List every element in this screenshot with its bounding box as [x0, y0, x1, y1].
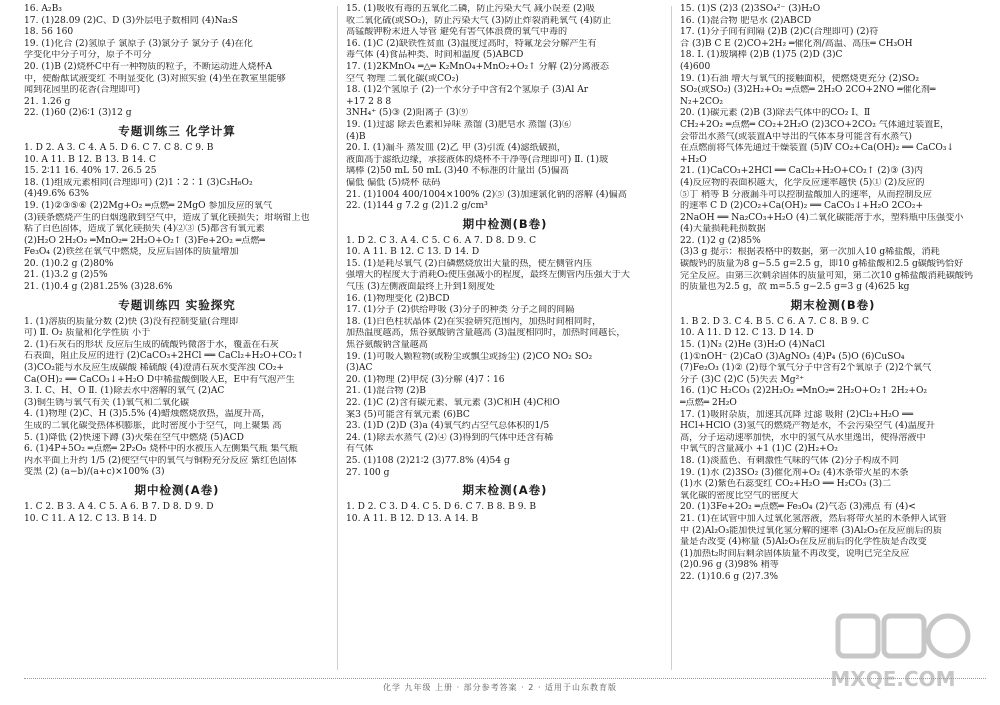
answer-line: 可) Ⅱ. O₂ 质量和化学性质 小于 — [24, 328, 151, 339]
answer-line: 17. (1)2KMnO₄ ═△═ K₂MnO₄+MnO₂+O₂↑ 分解 (2)分离液态 — [346, 61, 609, 72]
answer-line: ⑤丁 稍等 B 分液漏斗可以控制盐酸加入的速率，从而控制反应 — [680, 189, 932, 200]
answer-stamp-icon — [884, 616, 924, 656]
answer-line: 合 (3)B C E (2)CO+2H₂ ═催化剂/高温、高压═ CH₃OH — [680, 38, 913, 49]
answer-line: 粘了白色固体，造成了氧化镁损失 (4)②③ (5)都含有氧元素 — [24, 224, 265, 235]
answer-line: (1)加热t₂时间后剩余固体质量不再改变，说明已完全反应 — [680, 548, 910, 559]
answer-line: 22. (1)2 g (2)85% — [680, 235, 761, 246]
answer-line: (1)①nOH⁻ (2)CaO (3)AgNO₃ (4)P₄ (5)O (6)CuSO₄ — [680, 351, 905, 362]
answer-line: 20. (1)物理 (2)甲烷 (3)分解 (4)7∶16 — [346, 374, 505, 385]
answer-column-2 — [346, 4, 664, 525]
answer-line: 21. 1.26 g — [24, 96, 71, 107]
answer-line: HCl+HClO (3)氢气的燃烧产物是水，不会污染空气 (4)温度升 — [680, 421, 935, 432]
answer-line: 1. C 2. B 3. A 4. C 5. A 6. B 7. D 8. D 9. D — [24, 501, 214, 512]
answer-line: 量是否改变 (4)称量 (5)Al₂O₃在反应前后的化学性质是否改变 — [680, 537, 927, 548]
answer-line: 3. Ⅰ. C、H、O Ⅱ. (1)除去水中溶解的氧气 (2)AC — [24, 386, 225, 397]
answer-line: 会带出水蒸气(或装置A中导出的气体本身可能含有水蒸气) — [680, 131, 912, 142]
answer-line: 1. B 2. D 3. C 4. B 5. C 6. A 7. C 8. B 9. C — [680, 316, 869, 327]
answer-line: +17 2 8 8 — [346, 96, 392, 107]
answer-line: 23. (1)D (2)D (3)a (4)氧气约占空气总体积的1/5 — [346, 421, 550, 432]
answer-line: 10. A 11. B 12. C 13. D 14. D — [346, 247, 480, 258]
answer-line: 18. (1)组成元素相同(合理即可) (2)1∶2∶1 (3)C₃H₆O₂ — [24, 177, 253, 188]
answer-line: 中，使酚酞试液变红 不明显变化 (3)对照实验 (4)坐在教室里能够 — [24, 73, 286, 84]
answer-line: 气压 (3)左侧液面最终上升到1刻度处 — [346, 282, 495, 293]
section-heading: 专题训练四 实验探究 — [118, 297, 236, 312]
answer-line: 6. (1)4P+5O₂ ═点燃═ 2P₂O₅ 烧杯中的水被压入左侧集气瓶 集气瓶 — [24, 444, 298, 455]
answer-line: 分子 (3)C (2)C (5)失去 Mg²⁺ — [680, 374, 805, 385]
answer-line: 内水平面上升约 1/5 (2)使空气中的氧气与铜粉充分反应 紫红色固体 — [24, 455, 297, 466]
answer-line: 16. (1)C (2)缺铁性贫血 (3)温度过高时，特氟龙会分解产生有 — [346, 38, 597, 49]
watermark-text: MXQE.COM — [830, 667, 956, 691]
answer-line: 1. D 2. C 3. D 4. C 5. D 6. C 7. B 8. B 9. B — [346, 502, 537, 513]
answer-line: 3NH₄⁺ (5)③ (2)阳离子 (3)⑨ — [346, 108, 468, 119]
answer-line: 25. (1)108 (2)21∶2 (3)77.8% (4)54 g — [346, 455, 510, 466]
answer-line: 2NaOH ══ Na₂CO₃+H₂O (4)二氧化碳能溶于水，塑料瓶中压强变小 — [680, 212, 964, 223]
answer-line: +H₂O — [680, 154, 707, 165]
answer-line: 15. (1)S (2)3 (2)3SO₄²⁻ (3)H₂O — [680, 4, 821, 14]
answer-line: 17. (1)吸附杂质，加速其沉降 过滤 吸附 (2)Cl₂+H₂O ══ — [680, 409, 914, 420]
answer-line: 完全反应。由第三次剩余固体的质量可知，第二次10 g稀盐酸消耗碳酸钙 — [680, 270, 974, 281]
answer-line: (4)反应物的表面积越大，化学反应速率越快 (5)① (2)反应的 — [680, 177, 925, 188]
answer-line: 16. (1)物理变化 (2)BCD — [346, 293, 450, 304]
answer-line: 21. (1)CaCO₃+2HCl ══ CaCl₂+H₂O+CO₂↑ (2)③ (3)丙 — [680, 166, 924, 177]
answer-line: 液面高于滤纸边缘，承接液体的烧杯不干净等(合理即可) Ⅱ. (1)玻 — [346, 154, 609, 165]
answer-line: 石表面，阻止反应的进行 (2)CaCO₃+2HCl ══ CaCl₂+H₂O+CO₂↑ — [24, 351, 305, 362]
answer-line: 高，分子运动速率加快，水中的氢气从水里逸出，使得溶液中 — [680, 432, 926, 443]
answer-line: 生成的二氧化碳受热体积膨胀，此时密度小于空气，向上聚集 高 — [24, 421, 282, 431]
answer-line: 19. (1)化合 (2)氢原子 氯原子 (3)氯分子 氯分子 (4)在化 — [24, 38, 253, 49]
answer-line: 强增大的程度大于消耗O₂使压强减小的程度，最终左侧管内压强大于大 — [346, 270, 630, 281]
answer-line: 氧化碳的密度比空气的密度大 — [680, 490, 799, 501]
answer-line: 学变化中分子可分，原子不可分 — [24, 50, 152, 61]
column-divider — [671, 6, 672, 670]
answer-line: (2)0.96 g (3)98% 稍等 — [680, 560, 779, 571]
answer-line: 21. (1)混合物 (2)B — [346, 386, 426, 397]
answer-line: (3)3 g 提示：根据表格中的数据，第一次加入10 g稀盐酸，消耗 — [680, 247, 940, 258]
answer-line: 碳酸钙的质量为8 g−5.5 g=2.5 g，即10 g稀盐酸和2.5 g碳酸钙恰好 — [680, 259, 964, 270]
answer-line: 变黑 (2) (a−b)/(a+c)×100% (3) — [24, 467, 165, 478]
answer-line: 20. (1)碳元素 (2)B (3)除去气体中的CO₂ Ⅰ、Ⅱ — [680, 108, 871, 119]
answer-line: 17. (1)分子间有间隔 (2)B (2)C(合理即可) (2)符 — [680, 27, 879, 38]
answer-line: (3)AC — [346, 363, 373, 374]
answer-line: 18. Ⅰ. (1)玻璃棒 (2)B (1)75 (2)D (3)C — [680, 50, 843, 61]
answer-line: 15. 2∶11 16. 40% 17. 26.5 25 — [24, 166, 157, 177]
answer-line: 18. 56 160 — [24, 27, 74, 38]
answer-line: 21. (1)3.2 g (2)5% — [24, 270, 108, 281]
answer-line: 19. (1)过滤 除去色素和异味 蒸馏 (3)肥皂水 蒸馏 (3)⑥ — [346, 119, 572, 130]
answer-column-3 — [680, 4, 986, 584]
answer-line: 17. (1)分子 (2)供给呼吸 (3)分子的种类 分子之间的间隔 — [346, 305, 575, 316]
answer-line: 21. (1)在试管中加入过氧化氢溶液，然后将带火星的木条伸入试管 — [680, 513, 947, 524]
answer-line: 加热温度越高，焦谷氨酸钠含量越高 (3)温度相同时，加热时间越长， — [346, 328, 626, 339]
answer-line: 中氧气的含量减小 +1 (1)C (2)H₂+O₂ — [680, 444, 838, 455]
answer-line: 16. (1)C H₂CO₃ (2)2H₂O₂ ═MnO₂═ 2H₂O+O₂↑ 2H₂+O₂ — [680, 386, 928, 397]
answer-line: 10. A 11. D 12. C 13. D 14. D — [680, 328, 814, 339]
answer-line: 1. (1)溶质的质量分数 (2)快 (3)没有控制变量(合理即 — [24, 316, 239, 327]
answer-line: (4)600 — [680, 61, 711, 72]
section-heading: 专题训练三 化学计算 — [118, 123, 236, 138]
answer-line: 收二氧化硫(或SO₂)，防止污染大气 (3)防止炸裂消耗氧气 (4)防止 — [346, 15, 612, 26]
answer-line: 16. (1)混合物 肥皂水 (2)ABCD — [680, 15, 812, 26]
answer-line: 1. D 2. A 3. C 4. A 5. D 6. C 7. C 8. C 9. B — [24, 142, 214, 153]
answer-line: (3)CO₂能与水反应生成碳酸 稀硫酸 (4)澄清石灰水变浑浊 CO₂+ — [24, 363, 285, 374]
page-footer: 化学 九年级 上册 · 部分参考答案 · 2 · 适用于山东教育版 — [382, 683, 618, 692]
answer-line: (4)49.6% 63% — [24, 189, 89, 200]
answer-stamp-icon — [838, 616, 878, 656]
answer-line: 璃棒 (2)50 mL 50 mL (3)40 不标准的计量出 (5)偏高 — [346, 166, 569, 177]
answer-line: 10. C 11. A 12. C 13. B 14. D — [24, 513, 157, 524]
answer-line: 18. (1)淡蓝色、有刺激性气味的气体 (2)分子构成不同 — [680, 455, 899, 466]
answer-line: 18. (1)2个氢原子 (2)一个水分子中含有2个氢原子 (3)Al Ar — [346, 85, 589, 96]
answer-line: 毒气体 (4)食品种类、时间和温度 (5)ABCD — [346, 50, 524, 61]
answer-line: ═点燃═ 2H₂O — [680, 398, 737, 408]
answer-line: 闻到花园里的花香(合理即可) — [24, 85, 141, 96]
answer-line: 中 (2)Al₂O₃能加快过氧化氢分解的速率 (3)Al₂O₃在反应前后的质 — [680, 525, 942, 536]
answer-line: 18. (1)白色柱状晶体 (2)在实验研究范围内，加热时间相同时， — [346, 316, 602, 327]
answer-stamp-icon — [928, 616, 968, 656]
section-heading: 期末检测(A卷) — [462, 483, 548, 498]
answer-line: 22. (1)C (2)含有碳元素、氧元素 (3)C和H (4)C和O — [346, 398, 560, 408]
answer-line: 22. (1)10.6 g (2)7.3% — [680, 571, 779, 582]
answer-line: 15. (1)是耗尽氧气 (2)白磷燃烧放出大量的热，使左侧管内压 — [346, 258, 593, 269]
answer-line: (1)水 (2)紫色石蕊变红 CO₂+H₂O ══ H₂CO₃ (3)二 — [680, 479, 892, 490]
answer-line: 21. (1)1004 400/1004×100% (2)⑤ (3)加速氯化钠的溶解 (4)偏高 — [346, 189, 627, 200]
answer-line: 偏低 偏低 (5)烧杯 砝码 — [346, 177, 441, 188]
answer-line: 20. (1)0.2 g (2)80% — [24, 258, 114, 269]
answer-line: N₂+2CO₂ — [680, 96, 724, 107]
answer-line: Fe₃O₄ (2)铁丝在氧气中燃烧，反应后固体的质量增加 — [24, 247, 239, 258]
answer-line: 17. (1)28.09 (2)C、D (3)外层电子数相同 (4)Na₂S — [24, 15, 238, 26]
answer-line: 焦谷氨酸钠含量越高 — [346, 340, 428, 351]
answer-line: (3)铜生锈与氧气有关 (1)氧气和二氧化碳 — [24, 397, 190, 408]
section-heading: 期末检测(B卷) — [790, 297, 876, 312]
answer-line: 10. A 11. B 12. D 13. A 14. B — [346, 513, 479, 524]
answer-line: 的质量也为2.5 g，故 m=5.5 g−2.5 g=3 g (4)625 kg — [680, 282, 910, 293]
answer-line: SO₂(或SO₂) (3)2H₂+O₂ ═点燃═ 2H₂O 2CO+2NO ═催化剂═ — [680, 85, 936, 96]
answer-line: (3)镁条燃烧产生的白烟逸散到空气中，造成了氧化镁损失；坩埚钳上也 — [24, 212, 310, 223]
column-divider — [337, 6, 338, 670]
answer-line: 19. (1)②③⑤⑥ (2)2Mg+O₂ ═点燃═ 2MgO 参加反应的氧气 — [24, 200, 273, 211]
answer-line: 22. (1)144 g 7.2 g (2)1.2 g/cm³ — [346, 201, 488, 212]
answer-line: 5. (1)降低 (2)快速下蹲 (3)火柴在空气中燃烧 (5)ACD — [24, 432, 244, 443]
answer-line: 20. Ⅰ. (1)漏斗 蒸发皿 (2)乙 甲 (3)引流 (4)滤纸破损， — [346, 143, 567, 154]
answer-line: Ca(OH)₂ ══ CaCO₃↓+H₂O D中稀盐酸倒吸入E，E中有气泡产生 — [24, 374, 295, 385]
watermark-logo — [798, 610, 988, 696]
answer-line: (2)H₂O 2H₂O₂ ═MnO₂═ 2H₂O+O₂↑ (3)Fe+2O₂ ═点燃═ — [24, 235, 265, 246]
answer-line: 21. (1)0.4 g (2)81.25% (3)28.6% — [24, 282, 173, 293]
section-heading: 期中检测(A卷) — [134, 482, 220, 497]
answer-line: 16. A₂B₃ — [24, 4, 62, 14]
answer-line: 20. (1)B (2)烧杯C中有一种物质的粒子，不断运动进入烧杯A — [24, 61, 273, 72]
answer-line: 20. (1)3Fe+2O₂ ═点燃═ Fe₃O₄ (2)气态 (3)沸点 有 (4)< — [680, 502, 916, 513]
answer-line: 案3 (5)可能含有氧元素 (6)BC — [346, 409, 470, 420]
answer-line: 4. (1)物理 (2)C、H (3)5.5% (4)蜡烛燃烧放热，温度升高， — [24, 409, 271, 420]
answer-line: 15. (1)吸收有毒的五氧化二磷，防止污染大气 减小误差 (2)吸 — [346, 4, 595, 14]
answer-line: (4)大量损耗耗损数据 — [680, 224, 766, 235]
answer-line: 22. (1)60 (2)6∶1 (3)12 g — [24, 108, 132, 119]
answer-line: (4)B — [346, 131, 366, 142]
answer-line: 19. (1)水 (2)3SO₂ (3)催化剂+O₂ (4)木条带火星的木条 — [680, 467, 909, 478]
answer-line: 19. (1)可吸入颗粒物(或粉尘或飘尘或扬尘) (2)CO NO₂ SO₂ — [346, 351, 593, 362]
answer-line: 的速率 C D (2)CO₂+Ca(OH)₂ ══ CaCO₃↓+H₂O 2CO₂+ — [680, 201, 924, 212]
answer-line: 在点燃前将气体先通过干燥装置 (5)Ⅳ CO₂+Ca(OH)₂ ══ CaCO₃↓ — [680, 143, 955, 154]
answer-line: 空气 物理 二氧化碳(或CO₂) — [346, 73, 459, 84]
answer-line: (7)Fe₂O₃ (1)② (2)每个氧气分子中含有2个氧原子 (2)2个氧气 — [680, 363, 932, 374]
answer-line: 24. (1)除去水蒸气 (2)④ (3)得到的气体中还含有稀 — [346, 432, 554, 443]
answer-line: 19. (1)石油 增大与氧气的接触面积，使燃烧更充分 (2)SO₂ — [680, 73, 920, 84]
answer-line: 有气体 — [346, 444, 374, 455]
answer-line: CH₂+2O₂ ═点燃═ CO₂+2H₂O (2)3CO+2CO₂ 气体通过装置E， — [680, 119, 950, 130]
answer-line: 15. (1)N₂ (2)He (3)H₂O (4)NaCl — [680, 340, 825, 351]
answer-line: 高锰酸钾粉末进入导管 避免有害气体浪费的氧气中毒的 — [346, 27, 568, 38]
section-heading: 期中检测(B卷) — [462, 216, 548, 231]
answer-line: 1. D 2. C 3. A 4. C 5. C 6. A 7. D 8. D 9. C — [346, 235, 537, 246]
answer-line: 2. (1)石灰石的形状 反应后生成的硫酸钙微溶于水，覆盖在石灰 — [24, 339, 279, 350]
answer-column-1 — [24, 4, 330, 525]
answer-line: 27. 100 g — [346, 467, 390, 478]
answer-line: 10. A 11. B 12. B 13. B 14. C — [24, 154, 156, 165]
